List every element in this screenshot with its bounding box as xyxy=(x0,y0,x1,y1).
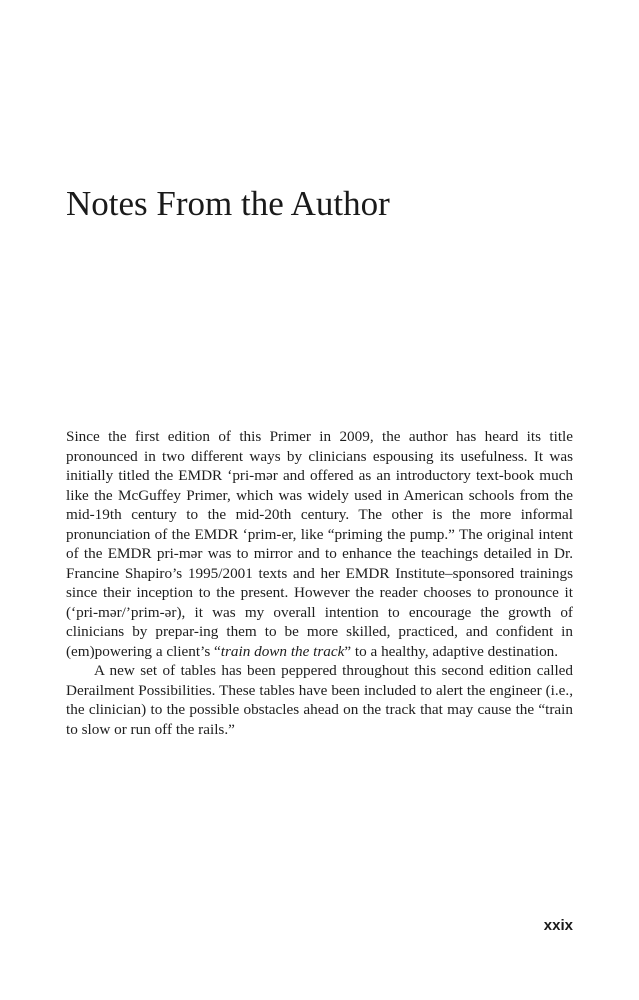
paragraph-tables: A new set of tables has been peppered throughout this second edition called Derailment Possibilities. These tables have been included to alert the engineer (i.e., the clinician) to the possible obstacles ahead on the track that may cause the “train to slow or run off the rails.” xyxy=(66,662,573,738)
paragraph-intro xyxy=(66,427,573,661)
paragraph-intro-ending: ” to a healthy, adaptive destination. xyxy=(344,642,559,660)
page-number: xxix xyxy=(543,917,573,934)
page-title: Notes From the Author xyxy=(66,184,390,223)
italic-phrase: train down the track xyxy=(220,642,345,660)
body-text xyxy=(66,427,573,739)
paragraph-intro-text: Since the first edition of this Primer in 2009, the author has heard its title pronounced in two different ways by clinicians espousing its usefulness. It was initially titled the EMDR ‘pri-mər and offered as an introductory text-book much like the McGuffey Primer, which was widely used in American schools from the mid-19th century to the mid-20th century. The other is the more informal pronunciation of the EMDR ‘prim-er, like “priming the pump.” The original intent of the EMDR pri-mər was to mirror and to enhance the teachings detailed in Dr. Francine Shapiro’s 1995/2001 texts and her EMDR Institute–sponsored trainings since their inception to the present. However the reader chooses to pronounce it (‘pri-mər/’prim-ər), it was my overall intention to encourage the growth of clinicians by prepar-ing them to be more skilled, practiced, and confident in (em)powering a client’s “ xyxy=(66,428,573,660)
